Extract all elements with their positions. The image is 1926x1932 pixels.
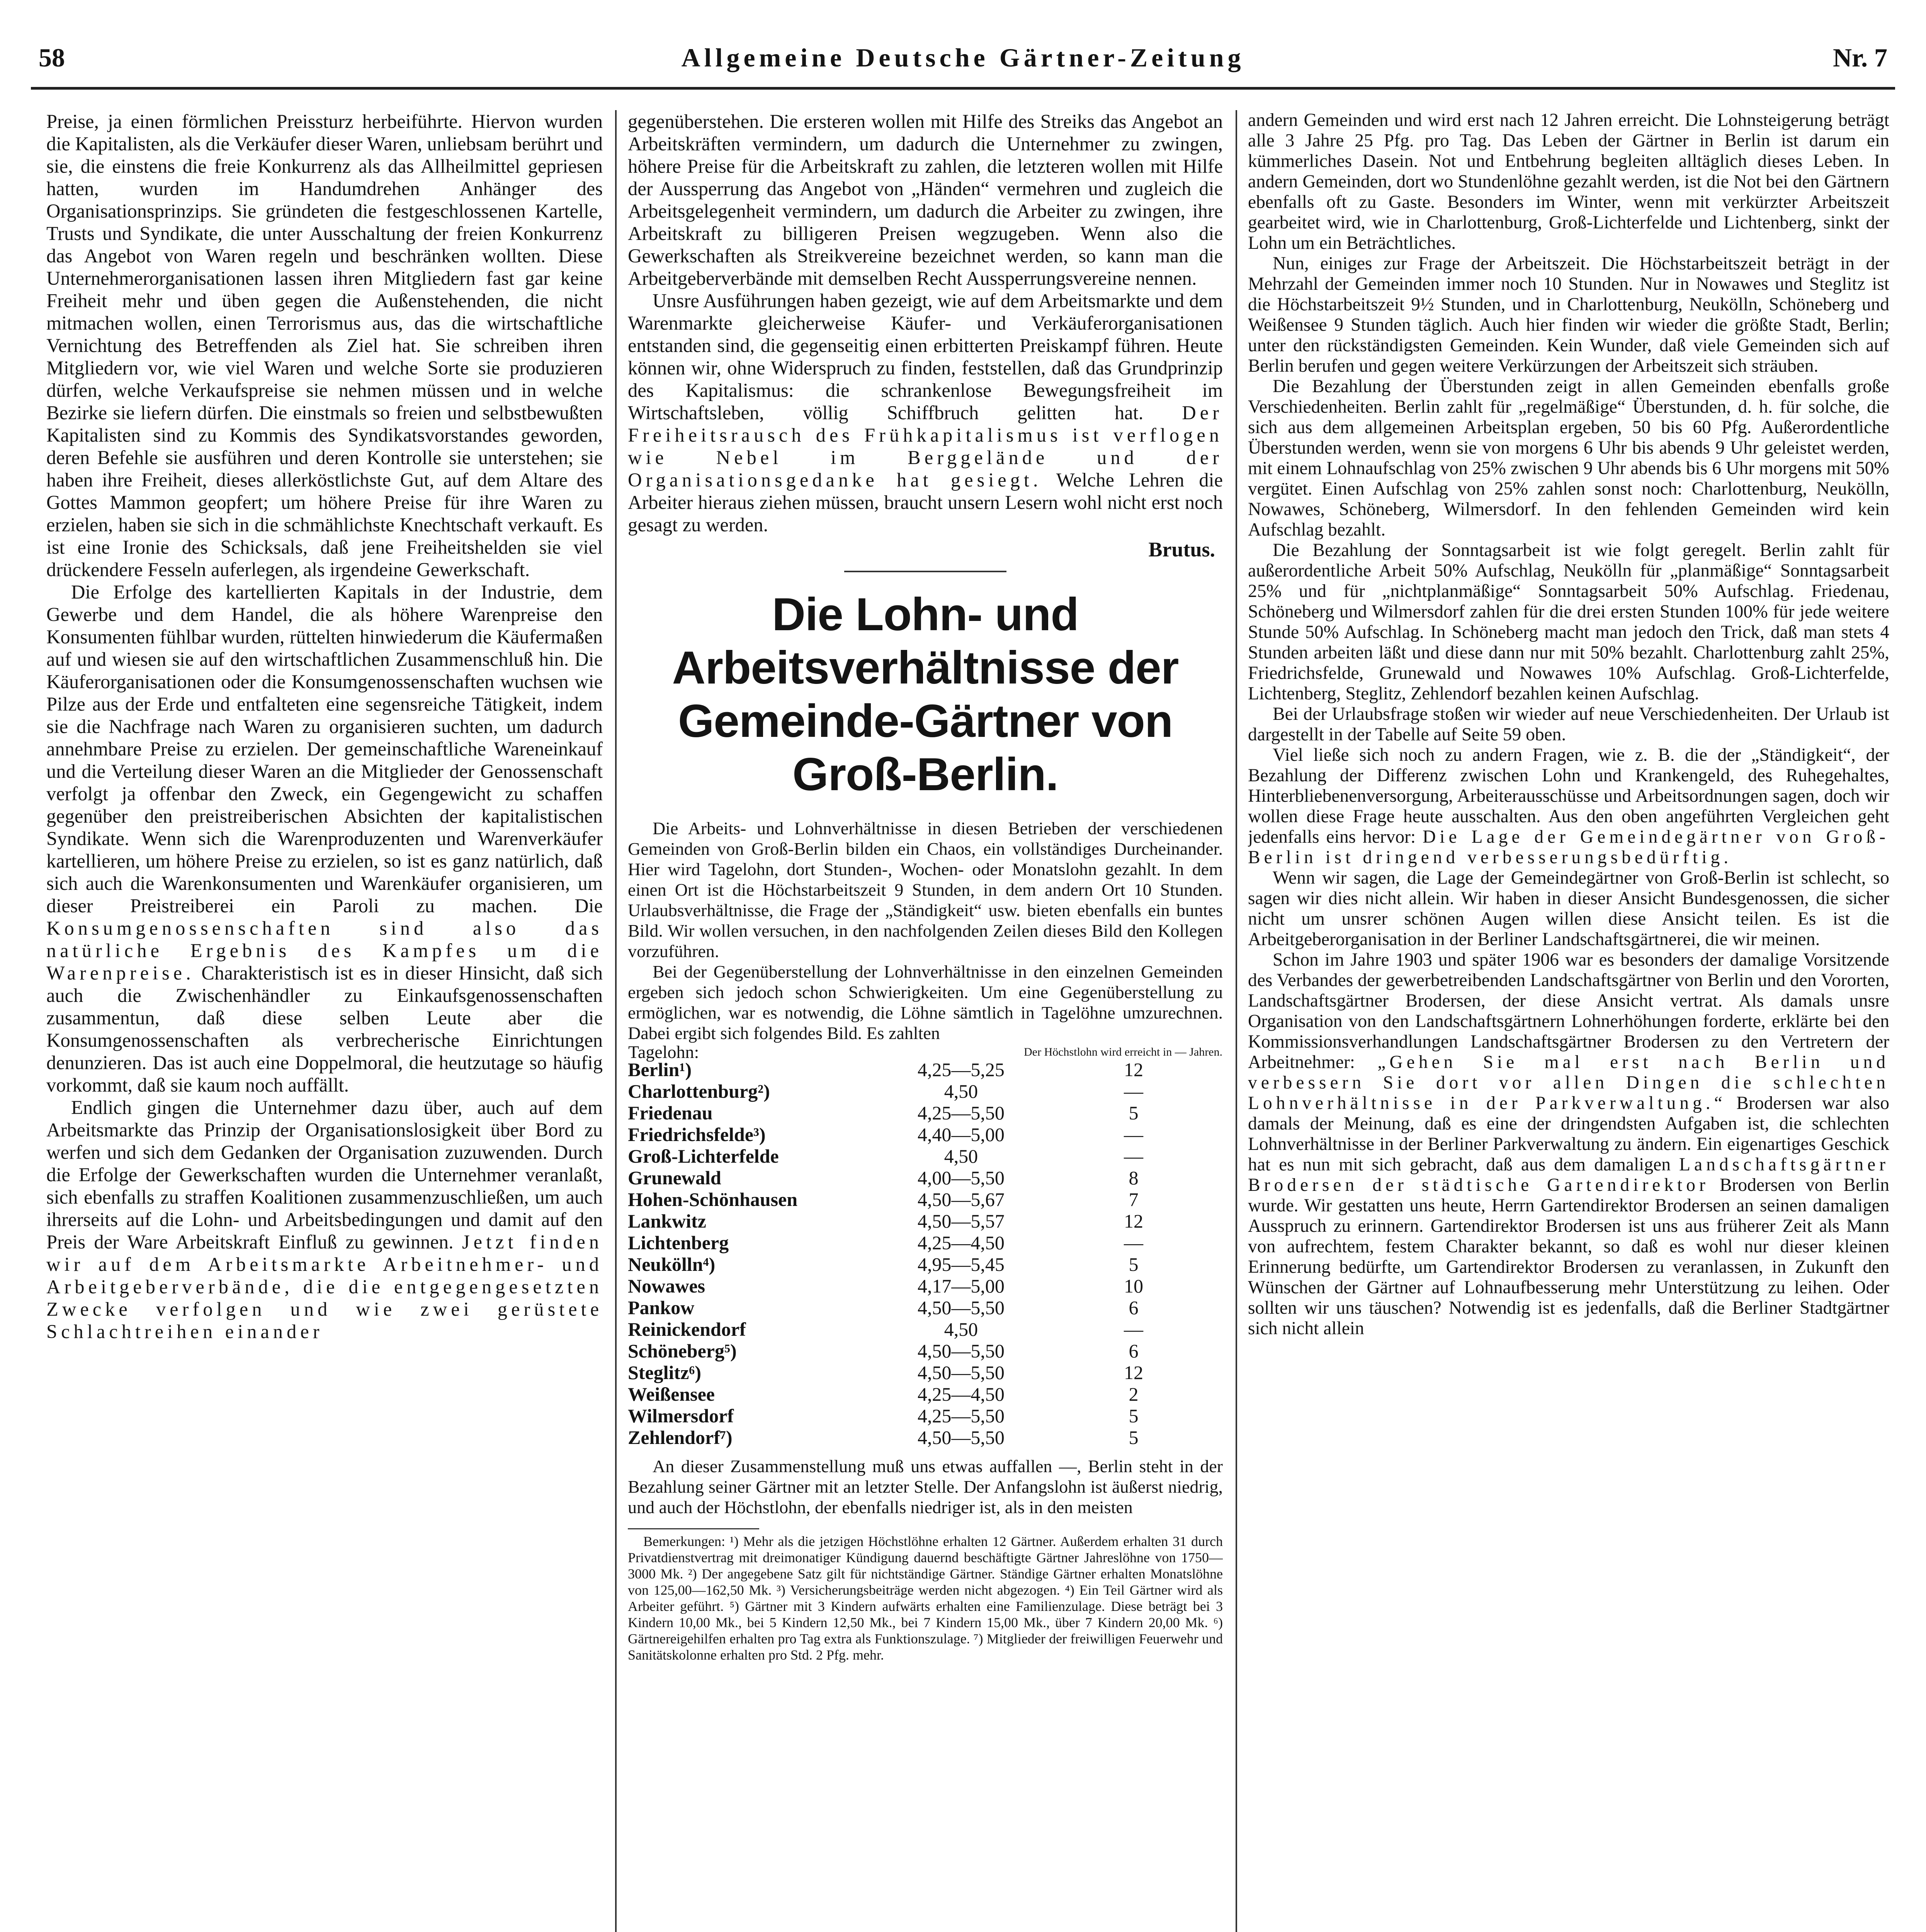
running-head	[31, 43, 1895, 89]
table-row	[628, 1427, 1223, 1448]
lohn-cell: 4,50—5,50	[917, 1297, 1005, 1318]
table-row	[628, 1297, 1223, 1318]
lohn-cell: 4,50—5,50	[917, 1340, 1005, 1362]
spaced-emphasis: Die Lage der Gemeindegärtner von Groß-Berlin ist dringend verbesserungsbedürftig.	[1248, 827, 1889, 867]
gemeinde-cell: Pankow	[628, 1297, 695, 1318]
lohn-cell: 4,50—5,50	[917, 1427, 1005, 1448]
column-divider	[615, 110, 617, 1932]
paragraph-text: Unsre Ausführungen haben gezeigt, wie auf dem Arbeitsmarkte und dem Warenmarkte gleicherweise Käufer- und Verkäuferorganisationen entstanden sind, die gegenseitig einen erbitterten Preiskampf führen. Heute können wir, ohne Widerspruch zu finden, feststellen, daß das Grundprinzip des Kapitalismus: die schrankenlose Bewegungsfreiheit im Wirtschaftsleben, völlig Schiffbruch gelitten hat.	[628, 290, 1223, 423]
paragraph-text: Die Erfolge des kartellierten Kapitals in der Industrie, dem Gewerbe und dem Handel, die als höhere Warenpreise den Konsumenten fühlbar wurden, rüttelten hinwiederum die Käufermaßen auf und wiesen sie auf den wirtschaftlichen Zusammenschluß hin. Die Käuferorganisationen oder die Konsumgenossenschaften wuchsen wie Pilze aus der Erde und entfalteten eine segensreiche Tätigkeit, indem sie die Nachfrage nach Waren zu organisieren suchten, um dadurch annehmbare Preise zu erzielen. Der gemeinschaftliche Wareneinkauf und die Verteilung dieser Waren an die Mitglieder der Genossenschaft verfolgt ja offenbar den Zweck, ein Gegengewicht zu schaffen gegenüber den preistreiberischen Absichten der kapitalistischen Syndikate. Wenn sich die Warenproduzenten und Warenverkäufer kartellieren, um höhere Preise zu erzielen, so ist es ganz natürlich, daß sich auch die Warenkonsumenten und Warenkäufer organisieren, um dieser Preistreiberei ein Paroli zu machen. Die	[46, 581, 603, 917]
lohn-cell: 4,50—5,57	[917, 1210, 1005, 1232]
paragraph-text: Viel ließe sich noch zu andern Fragen, wie z. B. die der „Ständigkeit“, der Bezahlung der Differenz zwischen Lohn und Krankengeld, des Ruhegehaltes, Hinterbliebenenversorgung, Arbeiterausschüsse und Arbeitsordnungen sagen, doch wir wollen diese Frage heute ausschalten. Aus den oben angeführten Vergleichen geht jedenfalls eins hervor:	[1248, 745, 1889, 847]
table-row	[628, 1275, 1223, 1297]
table-row	[628, 1383, 1223, 1405]
gemeinde-cell: Charlottenburg²)	[628, 1080, 770, 1102]
gemeinde-cell: Lankwitz	[628, 1210, 706, 1232]
gemeinde-cell: Neukölln⁴)	[628, 1253, 716, 1275]
lohn-cell: 4,50	[944, 1080, 978, 1102]
table-row	[628, 1405, 1223, 1427]
jahre-cell: —	[1124, 1318, 1143, 1340]
lohn-cell: 4,25—5,50	[917, 1102, 1005, 1124]
jahre-cell: 5	[1129, 1253, 1139, 1275]
jahre-cell: 6	[1129, 1340, 1139, 1362]
article-paragraph: andern Gemeinden und wird erst nach 12 Jahren erreicht. Die Lohnsteigerung beträgt alle 3 Jahre 25 Pfg. pro Tag. Das Leben der Gärtner in Berlin ist darum ein kümmerliches Dasein. Not und Entbehrung begleiten alltäglich dieses Leben. In andern Gemeinden, dort wo Stundenlöhne gezahlt werden, ist die Not bei den Gärtnern ebenfalls oft zu Gaste. Besonders im Winter, wenn mit verkürzter Arbeitszeit gearbeitet wird, wie in Charlottenburg, Groß-Lichterfelde und Lichtenberg, sinkt der Lohn um ein Beträchtliches.	[1248, 110, 1889, 253]
table-row	[628, 1232, 1223, 1253]
table-row	[628, 1210, 1223, 1232]
gemeinde-cell: Zehlendorf⁷)	[628, 1427, 733, 1448]
gemeinde-cell: Schöneberg⁵)	[628, 1340, 737, 1362]
jahre-cell: —	[1124, 1232, 1143, 1253]
jahre-cell: 8	[1129, 1167, 1139, 1189]
jahre-cell: 5	[1129, 1427, 1139, 1448]
table-row	[628, 1318, 1223, 1340]
gemeinde-cell: Groß-Lichterfelde	[628, 1145, 779, 1167]
column-divider	[1236, 110, 1237, 1932]
article-paragraph: Die Bezahlung der Überstunden zeigt in allen Gemeinden ebenfalls große Verschiedenheiten. Berlin zahlt für „regelmäßige“ Überstunden, d. h. für solche, die sich aus dem allgemeinen Arbeitsplan ergeben, 50 bis 60 Pfg. Außerordentliche Überstunden werden, wenn sie von morgens 6 Uhr bis abends 9 Uhr geleistet werden, mit einem Lohnaufschlag von 25% zwischen 9 Uhr abends bis 6 Uhr morgens mit 50% vergütet. Einen Aufschlag von 25% zahlen sonst noch: Charlottenburg, Neukölln, Nowawes, Schöneberg, Wilmersdorf. In den fehlenden Gemeinden wird kein Aufschlag bezahlt.	[1248, 376, 1889, 540]
article-paragraph	[46, 1096, 603, 1343]
paragraph-text: Welche Lehren die Arbeiter hieraus ziehen müssen, braucht unsern Lesern wohl nicht erst noch gesagt zu werden.	[628, 469, 1223, 536]
lohn-cell: 4,50—5,50	[917, 1362, 1005, 1383]
lohn-cell: 4,25—4,50	[917, 1232, 1005, 1253]
gemeinde-cell: Steglitz⁶)	[628, 1362, 701, 1383]
table-row	[628, 1102, 1223, 1124]
table-column-note: Der Höchstlohn wird erreicht in — Jahren.	[1023, 1046, 1222, 1058]
gemeinde-cell: Reinickendorf	[628, 1318, 746, 1340]
gemeinde-cell: Weißensee	[628, 1383, 715, 1405]
gemeinde-cell: Friedrichsfelde³)	[628, 1124, 766, 1145]
spaced-emphasis: Der Freiheitsrausch des Frühkapitalismus ist verflogen wie Nebel im Berggelände und der Organisationsgedanke hat gesiegt.	[628, 402, 1223, 491]
article-paragraph	[628, 289, 1223, 536]
paragraph-text: Schon im Jahre 1903 und später 1906 war es besonders der damalige Vorsitzende des Verbandes der gewerbetreibenden Landschaftsgärtner von Berlin und den Vororten, Landschaftsgärtner Brodersen, der diese Ansicht vertrat. Als damals unsre Organisation von den Landschaftsgärtnern Lohnerhöhungen forderte, erklärte bei den Kommissionsverhandlungen Landschaftsgärtner Brodersen zu den Vertretern der Arbeitnehmer:	[1248, 950, 1889, 1072]
table-row	[628, 1340, 1223, 1362]
jahre-cell: 5	[1129, 1405, 1139, 1427]
spaced-emphasis: Konsumgenossenschaften sind also das natürliche Ergebnis des Kampfes um die Warenpreise.	[46, 917, 603, 984]
issue-number: Nr. 7	[1833, 43, 1887, 72]
lohn-cell: 4,50	[944, 1145, 978, 1167]
jahre-cell: 10	[1124, 1275, 1143, 1297]
gemeinde-cell: Wilmersdorf	[628, 1405, 734, 1427]
article-paragraph: Die Bezahlung der Sonntagsarbeit ist wie folgt geregelt. Berlin zahlt für außerordentliche Arbeit 50% Aufschlag, Neukölln für „planmäßige“ Sonntagsarbeit 25% und für „nichtplanmäßige“ Sonntagsarbeit 50% Aufschlag. Friedenau, Schöneberg und Wilmersdorf zahlen für die drei ersten Stunden 100% für jede weitere Stunde 50% Aufschlag. In Schöneberg macht man jedoch den Trick, daß man stets 4 Stunden arbeiten läßt und diese dann nur mit 50% bezahlt. Charlottenburg zahlt 25%, Friedrichsfelde, Grunewald und Nowawes 10% Aufschlag. Groß-Lichterfelde, Lichtenberg, Steglitz, Zehlendorf bezahlen keinen Aufschlag.	[1248, 540, 1889, 704]
article-paragraph: gegenüberstehen. Die ersteren wollen mit Hilfe des Streiks das Angebot an Arbeitskräften vermindern, um dadurch die Unternehmer zu zwingen, höhere Preise für die Arbeitskraft zu zahlen, die letzteren wollen mit Hilfe der Aussperrung das Angebot von „Händen“ vermehren und zugleich die Arbeitsgelegenheit vermindern, um dadurch die Arbeiter zu zwingen, ihre Arbeitskraft zu billigeren Preisen wegzugeben. Wenn also die Gewerkschaften als Streikvereine bezeichnet werden, so kann man die Arbeitgeberverbände mit demselben Recht Aussperrungsvereine nennen.	[628, 111, 1223, 289]
paragraph-text: Endlich gingen die Unternehmer dazu über, auch auf dem Arbeitsmarkte das Prinzip der Organisationslosigkeit über Bord zu werfen und sich dem Gedanken der Organisation zuzuwenden. Durch die Erfolge der Gewerkschaften wurden die Unternehmer veranlaßt, sich ebenfalls zu straffen Koalitionen zusammenzuschließen, um auch ihrerseits auf die Lohn- und Arbeitsbedingungen und damit auf den Preis der Ware Arbeitskraft Einfluß zu gewinnen.	[46, 1097, 603, 1253]
journal-title: Allgemeine Deutsche Gärtner-Zeitung	[681, 43, 1245, 72]
gemeinde-cell: Nowawes	[628, 1275, 705, 1297]
jahre-cell: 2	[1129, 1383, 1139, 1405]
table-row	[628, 1059, 1223, 1080]
wage-table	[628, 1042, 1223, 1448]
lohn-cell: 4,25—4,50	[917, 1383, 1005, 1405]
footnote-rule	[628, 1528, 759, 1529]
article-paragraph: Preise, ja einen förmlichen Preissturz herbeiführte. Hiervon wurden die Kapitalisten, als die Verkäufer dieser Waren, unliebsam berührt und sie, die einstens die freie Konkurrenz als das Allheilmittel gepriesen hatten, wurden im Handumdrehen Anhänger des Organisationsprinzips. Sie gründeten die festgeschlossenen Kartelle, Trusts und Syndikate, die unter Ausschaltung der freien Konkurrenz das Angebot von Waren regeln und beschränken wollten. Diese Unternehmerorganisationen lassen ihren Mitgliedern fast gar keine Freiheit mehr und üben gegen die Außenstehenden, die nicht mitmachen wollen, einen Terrorismus aus, das die wirtschaftliche Vernichtung des Betreffenden als Ziel hat. Sie schreiben ihren Mitgliedern vor, wie viel Waren und welche Sorte sie produzieren dürfen, welche Verkaufspreise sie nehmen müssen und in welche Bezirke sie liefern dürfen. Die einstmals so freien und selbstbewußten Kapitalisten sind zu Kommis des Syndikatsvorstandes geworden, deren Befehle sie ausführen und deren Kontrolle sie unterstehen; sie haben ihre Freiheit, dieses allerköstlichste Gut, auf dem Altare des Gottes Mammon geopfert; um höhere Preise für ihre Waren zu erzielen, haben sie sich in die schmählichste Knechtschaft verkauft. Es ist eine Ironie des Schicksals, daß jene Freiheitshelden sie viel drückendere Fesseln auferlegen, als irgendeine Gewerkschaft.	[46, 111, 603, 580]
author-signature: Brutus.	[1148, 538, 1215, 561]
article-paragraph: Die Arbeits- und Lohnverhältnisse in diesen Betrieben der verschiedenen Gemeinden von Groß-Berlin bilden ein Chaos, ein vollständiges Durcheinander. Hier wird Tagelohn, dort Stunden-, Wochen- oder Monatslohn gezahlt. In dem einen Ort ist die Höchstarbeitszeit 9 Stunden, in dem andern Ort 10 Stunden. Urlaubsverhältnisse, die Frage der „Ständigkeit“ usw. bieten ebenfalls ein buntes Bild. Wir wollen versuchen, in den nachfolgenden Zeilen dieses Bild den Kollegen vorzuführen.	[628, 818, 1223, 961]
article-paragraph	[1248, 950, 1889, 1339]
column-left	[46, 110, 603, 1932]
jahre-cell: —	[1124, 1080, 1143, 1102]
jahre-cell: 12	[1124, 1362, 1143, 1383]
jahre-cell: 5	[1129, 1102, 1139, 1124]
lohn-cell: 4,25—5,25	[917, 1059, 1005, 1080]
lohn-cell: 4,17—5,00	[917, 1275, 1005, 1297]
table-label: Tagelohn:	[628, 1042, 699, 1062]
table-row	[628, 1080, 1223, 1102]
lohn-cell: 4,40—5,00	[917, 1124, 1005, 1145]
spaced-emphasis: Jetzt finden wir auf dem Arbeitsmarkte Arbeitnehmer- und Arbeitgeberverbände, die die entgegengesetzten Zwecke verfolgen und wie zwei gerüstete Schlachtreihen einander	[46, 1231, 603, 1342]
header-rule	[31, 87, 1895, 90]
lohn-cell: 4,25—5,50	[917, 1405, 1005, 1427]
table-row	[628, 1253, 1223, 1275]
footnotes: Bemerkungen: ¹) Mehr als die jetzigen Höchstlöhne erhalten 12 Gärtner. Außerdem erhalten 31 durch Privatdienstvertrag mit dreimonatiger Kündigung dauernd beschäftigte Gärtner Jahreslöhne von 1750—3000 Mk. ²) Der angegebene Satz gilt für nichtständige Gärtner. Ständige Gärtner erhalten Monatslöhne von 125,00—162,50 Mk. ³) Versicherungsbeiträge werden nicht abgezogen. ⁴) Ein Teil Gärtner wird als Arbeiter geführt. ⁵) Gärtner mit 3 Kindern aufwärts erhalten eine Familienzulage. Diese beträgt bei 3 Kindern 10,00 Mk., bei 5 Kindern 12,50 Mk., bei 7 Kindern 15,00 Mk., über 7 Kindern 20,00 Mk. ⁶) Gärtnereigehilfen erhalten pro Tag extra als Funktionszulage. ⁷) Mitglieder der freiwilligen Feuerwehr und Sanitätskolonne erhalten pro Std. 2 Pfg. mehr.	[628, 1534, 1223, 1663]
jahre-cell: —	[1124, 1124, 1143, 1145]
article-paragraph: Bei der Gegenüberstellung der Lohnverhältnisse in den einzelnen Gemeinden ergeben sich jedoch schon Schwierigkeiten. Um eine Gegenüberstellung zu ermöglichen, war es notwendig, die Löhne sämtlich in Tagelöhne umzurechnen. Dabei ergibt sich folgendes Bild. Es zahlten	[628, 962, 1223, 1043]
column-right	[1248, 110, 1889, 1932]
article-paragraph: Nun, einiges zur Frage der Arbeitszeit. Die Höchstarbeitszeit beträgt in der Mehrzahl der Gemeinden immer noch 10 Stunden. Nur in Nowawes und Steglitz ist die Höchstarbeitszeit 9½ Stunden, und in Charlottenburg, Neukölln, Schöneberg und Weißensee 9 Stunden täglich. Auch hier finden wir wieder die größte Stadt, Berlin; unter den rückständigsten Gemeinden. Kein Wunder, daß viele Gemeinden sich auf Berlin berufen und gegen weitere Verkürzungen der Arbeitszeit sich sträuben.	[1248, 253, 1889, 376]
gemeinde-cell: Friedenau	[628, 1102, 713, 1124]
lohn-cell: 4,95—5,45	[917, 1253, 1005, 1275]
jahre-cell: —	[1124, 1145, 1143, 1167]
article-body	[628, 818, 1223, 1043]
spaced-emphasis: Landschaftsgärtner Brodersen der städtische Gartendirektor	[1248, 1155, 1889, 1195]
table-row	[628, 1124, 1223, 1145]
page-number: 58	[39, 43, 65, 72]
jahre-cell: 7	[1129, 1189, 1139, 1210]
article-headline: Die Lohn- und Arbeitsverhältnisse der Gemeinde-Gärtner von Groß-Berlin.	[672, 588, 1179, 800]
table-row	[628, 1362, 1223, 1383]
table-row	[628, 1145, 1223, 1167]
article-paragraph: Bei der Urlaubsfrage stoßen wir wieder auf neue Verschiedenheiten. Der Urlaub ist dargestellt in der Tabelle auf Seite 59 oben.	[1248, 704, 1889, 745]
article-paragraph	[1248, 745, 1889, 868]
lohn-cell: 4,50	[944, 1318, 978, 1340]
article-paragraph: Wenn wir sagen, die Lage der Gemeindegärtner von Groß-Berlin ist schlecht, so sagen wir dies nicht allein. Wir haben in dieser Ansicht Bundesgenossen, die sicher nicht um unsrer schönen Augen willen diese Ansicht teilen. Es ist die Arbeitgeberorganisation in der Berliner Landschaftsgärtnerei, die wir meinen.	[1248, 868, 1889, 949]
gemeinde-cell: Lichtenberg	[628, 1232, 729, 1253]
column-middle	[628, 110, 1223, 1932]
table-row	[628, 1189, 1223, 1210]
spaced-quote: „Gehen Sie mal erst nach Berlin und verbessern Sie dort vor allen Dingen die schlechten Lohnverhältnisse in der Parkverwaltung.“	[1248, 1052, 1889, 1113]
lohn-cell: 4,50—5,67	[917, 1189, 1005, 1210]
gemeinde-cell: Berlin¹)	[628, 1059, 692, 1080]
article-paragraph: An dieser Zusammenstellung muß uns etwas auffallen —, Berlin steht in der Bezahlung seiner Gärtner mit an letzter Stelle. Der Anfangslohn ist äußerst niedrig, und auch der Höchstlohn, der ebenfalls niedriger ist, als in den meisten	[628, 1456, 1223, 1517]
paragraph-text: Brodersen von Berlin wurde. Wir gestatten uns heute, Herrn Gartendirektor Brodersen an seinen damaligen Ausspruch zu erinnern. Gartendirektor Brodersen ist uns aus früherer Zeit als Mann von aufrechtem, festem Charakter bekannt, so daß es wohl nur dieser kleinen Erinnerung bedürfte, um Gartendirektor Brodersen zu veranlassen, in Zukunft den Wünschen der Gärtner auf Lohnaufbesserung mehr Unterstützung zu leihen. Oder sollten wir uns täuschen? Notwendig ist es jedenfalls, daß die Berliner Stadtgärtner sich nicht allein	[1248, 1175, 1889, 1338]
gemeinde-cell: Grunewald	[628, 1167, 721, 1189]
paragraph-text: Brodersen war also damals der Meinung, daß es eine der dringendsten Aufgaben ist, die schlechten Lohnverhältnisse in der Berliner Parkverwaltung zu ändern. Ein eigenartiges Geschick hat es nun mit sich gebracht, daß aus dem damaligen	[1248, 1093, 1889, 1175]
paragraph-text: Charakteristisch ist es in dieser Hinsicht, daß sich auch die Zwischenhändler zu Einkaufsgenossenschaften zusammentun, daß diese selben Leute aber die Konsumgenossenschaften als verbrecherische Einrichtungen denunzieren. Das ist auch eine Doppelmoral, die heutzutage so häufig vorkommt, daß sie kaum noch auffällt.	[46, 962, 603, 1096]
jahre-cell: 12	[1124, 1059, 1143, 1080]
article-separator	[844, 571, 1006, 572]
jahre-cell: 6	[1129, 1297, 1139, 1318]
jahre-cell: 12	[1124, 1210, 1143, 1232]
table-row	[628, 1167, 1223, 1189]
lohn-cell: 4,00—5,50	[917, 1167, 1005, 1189]
article-body	[628, 1456, 1223, 1517]
gemeinde-cell: Hohen-Schönhausen	[628, 1189, 798, 1210]
article-paragraph	[46, 581, 603, 1096]
